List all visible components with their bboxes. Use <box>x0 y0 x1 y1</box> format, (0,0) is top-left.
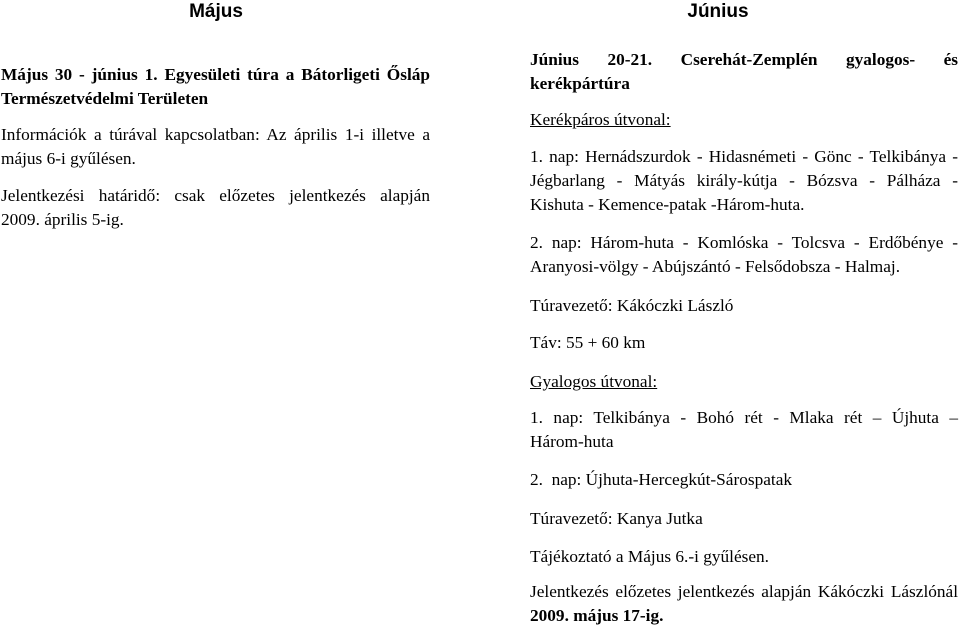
hike-day2-text: 2. nap: Újhuta-Hercegkút-Sárospatak <box>530 470 793 489</box>
bike-leader-text: Túravezető: Kákóczki László <box>530 296 734 315</box>
bike-route-label <box>530 108 958 132</box>
bike-day2-line: 2. nap: Három-huta - Komlóska - Tolcsva - Erdőbénye - <box>530 233 958 252</box>
june-event-title-line: kerékpártúra <box>530 74 630 93</box>
registration <box>530 580 958 628</box>
hike-leader-text: Túravezető: Kanya Jutka <box>530 509 703 528</box>
june-heading: Június <box>687 1 749 22</box>
bike-leader <box>530 294 958 318</box>
bike-day2-line: Aranyosi-völgy - Abújszántó - Felsődobsza - Halmaj. <box>530 257 901 276</box>
may-event-title-line: Természetvédelmi Területen <box>1 89 209 108</box>
may-info <box>1 123 430 171</box>
hike-route-label-text: Gyalogos útvonal: <box>530 372 658 391</box>
hike-leader <box>530 507 958 531</box>
registration-line: Jelentkezés előzetes jelentkezés alapján Kákóczki Lászlónál <box>530 582 958 601</box>
hike-day2 <box>530 468 958 492</box>
may-deadline <box>1 184 430 232</box>
bike-day2 <box>530 231 958 279</box>
hike-day1 <box>530 406 958 454</box>
june-event-title-line: Június 20-21. Cserehát-Zemplén gyalogos- és <box>530 50 958 69</box>
bike-route-label-text: Kerékpáros útvonal: <box>530 110 671 129</box>
hike-route-label <box>530 370 958 394</box>
bike-day1 <box>530 145 958 217</box>
bike-day1-line: Kishuta - Kemence-patak -Három-huta. <box>530 195 805 214</box>
june-event-title <box>530 48 958 96</box>
briefing-text: Tájékoztató a Május 6.-i gyűlésen. <box>530 547 769 566</box>
registration-deadline: 2009. május 17-ig. <box>530 606 664 625</box>
bike-day1-line: 1. nap: Hernádszurdok - Hidasnémeti - Gönc - Telkibánya - <box>530 147 958 166</box>
may-info-line: május 6-i gyűlésen. <box>1 149 136 168</box>
hike-day1-line: 1. nap: Telkibánya - Bohó rét - Mlaka rét – Újhuta – <box>530 408 958 427</box>
distance <box>530 331 958 355</box>
may-event-title-line: Május 30 - június 1. Egyesületi túra a Bátorligeti Ősláp <box>1 65 430 84</box>
may-deadline-line: Jelentkezési határidő: csak előzetes jelentkezés alapján <box>1 186 430 205</box>
hike-day1-line: Három-huta <box>530 432 614 451</box>
may-deadline-line: 2009. április 5-ig. <box>1 210 124 229</box>
may-event-title <box>1 63 430 111</box>
may-heading: Május <box>189 1 243 22</box>
bike-day1-line: Jégbarlang - Mátyás király-kútja - Bózsva - Pálháza - <box>530 171 958 190</box>
may-info-line: Információk a túrával kapcsolatban: Az április 1-i illetve a <box>1 125 430 144</box>
distance-text: Táv: 55 + 60 km <box>530 333 646 352</box>
briefing <box>530 545 958 569</box>
